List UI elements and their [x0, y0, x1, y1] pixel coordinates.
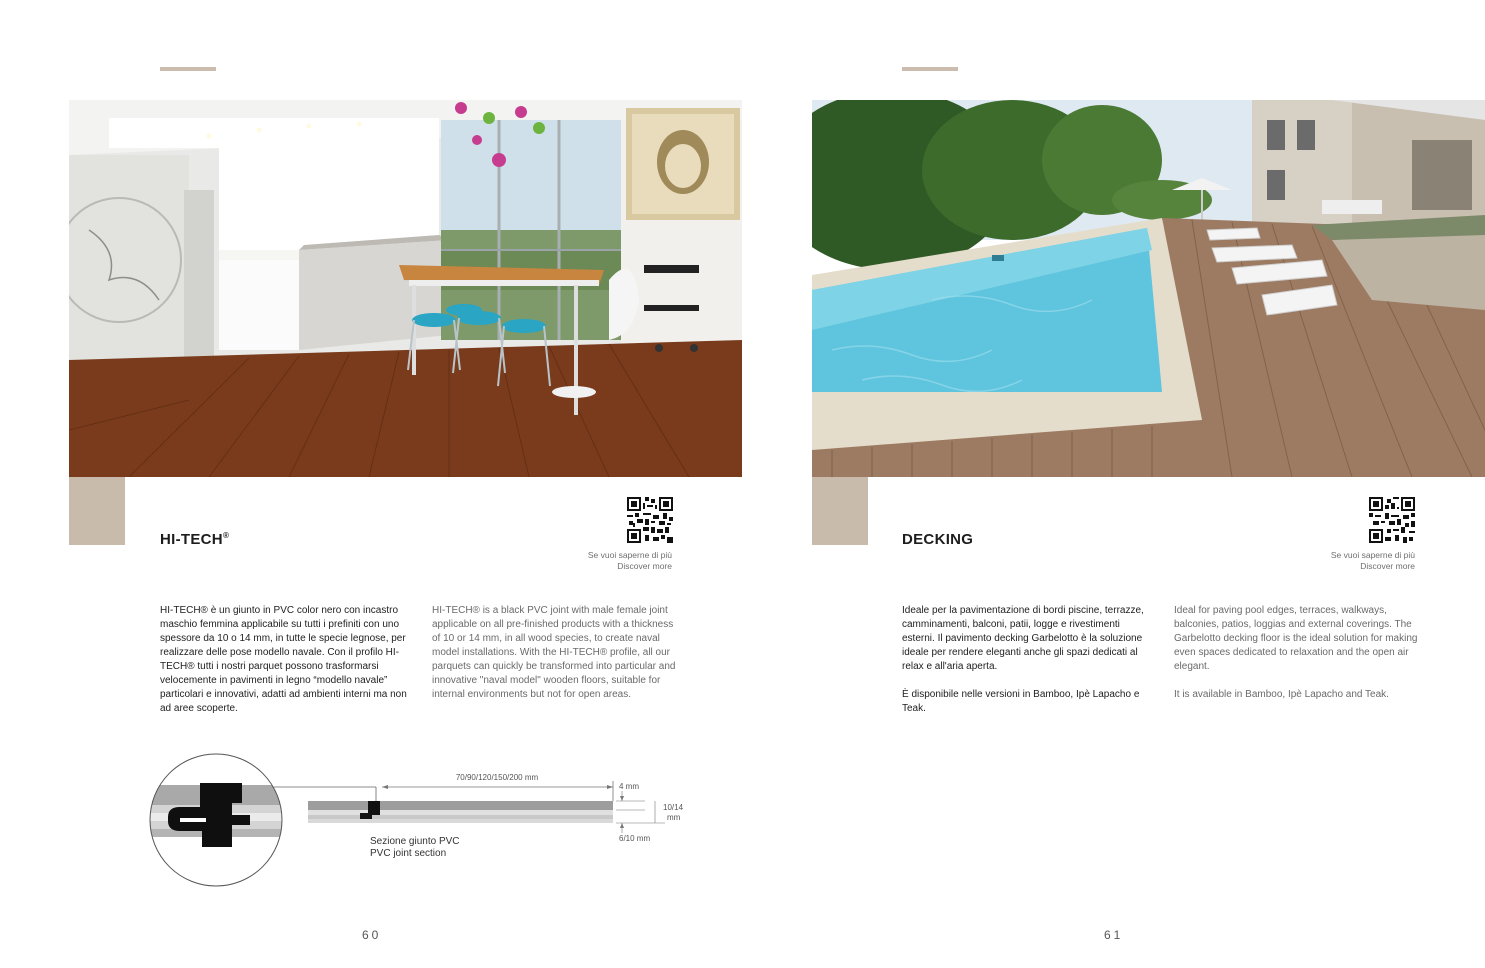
section-caption: [370, 836, 460, 860]
body-paragraph-it: HI-TECH® è un giunto in PVC color nero con incastro maschio femmina applicabile su tutti i prefiniti con uno spessore da 10 o 14 mm, in tutte le specie legnose, per realizzare delle pose modello navale. Con il profilo HI-TECH® tutti i nostri parquet possono trasformarsi velocemente in pavimenti in legno “modello navale” particolari e innovativi, adatti ad ambienti interni ma non ad aree scoperte.: [160, 605, 407, 714]
top-decor-rule: [902, 67, 958, 71]
body-paragraph-it-1: Ideale per la pavimentazione di bordi piscine, terrazze, camminamenti, balconi, patii, logge e rivestimenti esterni. Il pavimento decking Garbelotto è la soluzione ideale per rendere eleganti anche gli spazi dedicati al relax e all'aria aperta.: [902, 605, 1144, 672]
pvc-joint-diagram: [140, 745, 700, 895]
diagram-thickness-label-1: 10/14: [663, 803, 684, 812]
beige-accent-block: [69, 477, 125, 545]
qr-code-icon[interactable]: [627, 497, 673, 543]
beige-accent-block: [812, 477, 868, 545]
page-number-left: 60: [362, 928, 382, 942]
diagram-top-label: 4 mm: [619, 782, 639, 791]
diagram-bottom-label: 6/10 mm: [619, 834, 651, 843]
body-paragraph-en: HI-TECH® is a black PVC joint with male female joint applicable on all pre-finished products with a thickness of 10 or 14 mm, in all wood species, to create naval model installations. With the HI-TECH® profile, all our parquets can quickly be transformed into particular and innovative "naval model" wooden floors, suitable for internal environments but not for open areas.: [432, 605, 676, 700]
qr-caption: [588, 550, 672, 572]
qr-code-icon[interactable]: [1369, 497, 1415, 543]
body-paragraph-en-1: Ideal for paving pool edges, terraces, walkways, balconies, patios, loggias and external coverings. The Garbelotto decking floor is the ideal solution for making even spaces dedicated to relaxation and the open air elegant.: [1174, 605, 1418, 672]
kitchen-interior-photo: [69, 100, 742, 477]
body-paragraph-it-2: È disponibile nelle versioni in Bamboo, Ipè Lapacho e Teak.: [902, 689, 1140, 714]
pool-decking-photo: [812, 100, 1485, 477]
qr-caption-en: Discover more: [1360, 561, 1415, 571]
qr-caption-it: Se vuoi saperne di più: [1330, 550, 1415, 560]
body-paragraph-en-2: It is available in Bamboo, Ipè Lapacho and Teak.: [1174, 689, 1389, 700]
section-title-hitech: HI-TECH®: [160, 531, 230, 548]
body-text-english: [1174, 604, 1419, 716]
catalog-page-right: [742, 0, 1485, 968]
diagram-thickness-label-2: mm: [667, 813, 681, 822]
catalog-page-left: [0, 0, 742, 968]
page-number-right: 61: [1104, 928, 1124, 942]
body-text-italian: [902, 604, 1147, 730]
top-decor-rule: [160, 67, 216, 71]
section-caption-it: Sezione giunto PVC: [370, 836, 460, 847]
qr-caption-it: Se vuoi saperne di più: [587, 550, 672, 560]
diagram-width-label: 70/90/120/150/200 mm: [455, 773, 539, 782]
qr-caption-en: Discover more: [617, 561, 672, 571]
section-title-decking: DECKING: [902, 531, 974, 548]
body-text-english: [432, 604, 682, 716]
qr-caption: [1331, 550, 1415, 572]
section-caption-en: PVC joint section: [370, 848, 447, 859]
body-text-italian: [160, 604, 410, 730]
